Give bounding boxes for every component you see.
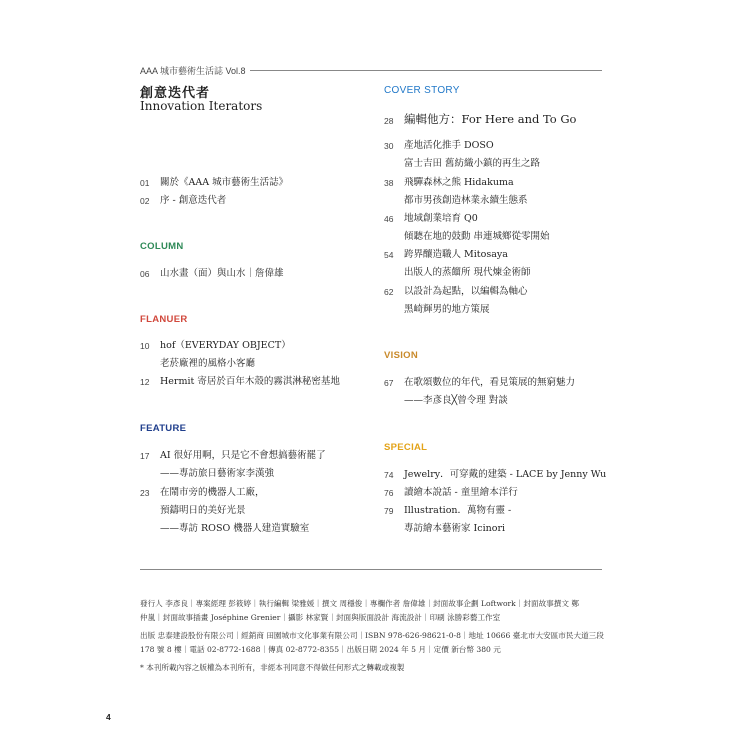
credits-line: 發行人 李彥良｜專案經理 彭筱婷｜執行編輯 梁雅媛｜撰文 周穩俊｜專欄作者 詹偉雄｜封面故事企劃 Loftwork｜封面故事撰文 鄭 <box>140 599 579 608</box>
toc-entry-title: 在歌頌數位的年代，看見策展的無窮魅力 <box>404 377 576 388</box>
toc-entry-subtitle: 專訪繪本藝術家 Icinori <box>404 523 506 534</box>
toc-page-number: 06 <box>140 269 150 279</box>
toc-entry-title: 飛驒森林之熊 Hidakuma <box>404 177 514 188</box>
toc-entry-title: 山水畫（面）與山水｜詹偉雄 <box>160 268 284 279</box>
toc-entry-subtitle: 出版人的蒸餾所 現代煉金術師 <box>404 267 531 278</box>
toc-entry-title: 在鬧市旁的機器人工廠， <box>160 487 265 498</box>
section-heading-vision: VISION <box>384 350 419 361</box>
toc-page-number: 62 <box>384 287 394 297</box>
toc-entry-title: AI 很好用啊，只是它不會想搞藝術罷了 <box>160 450 326 461</box>
toc-entry-title: hof（EVERYDAY OBJECT） <box>160 340 291 351</box>
toc-page-number: 17 <box>140 451 150 461</box>
toc-page-number: 10 <box>140 341 150 351</box>
issue-title-en: Innovation Iterators <box>140 99 263 113</box>
toc-page-number: 74 <box>384 470 394 480</box>
page-number: 4 <box>106 712 111 722</box>
section-heading-flaneur: FLANUER <box>140 314 188 325</box>
toc-page-number: 76 <box>384 488 394 498</box>
toc-entry-subtitle: ——專訪旅日藝術家李漢強 <box>160 468 275 479</box>
toc-entry-title: 讀繪本說話 - 童里繪本洋行 <box>404 487 518 498</box>
toc-page-number: 02 <box>140 196 150 206</box>
toc-entry-subtitle: 富士吉田 舊紡織小鎮的再生之路 <box>404 158 541 169</box>
toc-entry-title: 以設計為起點，以編輯為軸心 <box>404 286 528 297</box>
magazine-header <box>140 64 602 76</box>
toc-entry-title: 序 - 創意迭代者 <box>160 195 227 206</box>
toc-entry-title: 編輯他方：For Here and To Go <box>404 112 577 126</box>
toc-entry-subtitle: ——李彥良╳曾令理 對談 <box>404 395 508 406</box>
toc-page-number: 46 <box>384 214 394 224</box>
toc-page-number: 12 <box>140 377 150 387</box>
toc-entry-subtitle: 都市男孩創造林業永續生態系 <box>404 195 528 206</box>
section-heading-special: SPECIAL <box>384 442 428 453</box>
section-heading-column: COLUMN <box>140 241 184 252</box>
section-heading-cover-story: COVER STORY <box>384 85 460 96</box>
toc-page-number: 28 <box>384 116 394 126</box>
magazine-label: AAA 城市藝術生活誌 Vol.8 <box>140 64 250 77</box>
toc-page-number: 54 <box>384 250 394 260</box>
toc-entry-title: 跨界釀造職人 Mitosaya <box>404 249 508 260</box>
toc-entry-subtitle: 老菸廠裡的風格小客廳 <box>160 358 256 369</box>
credits-rule <box>140 569 602 570</box>
issue-title-zh: 創意迭代者 <box>140 86 211 101</box>
copyright-note: * 本刊所載內容之版權為本刊所有，非經本刊同意不得做任何形式之轉載或複製 <box>140 663 405 672</box>
toc-page-number: 79 <box>384 506 394 516</box>
toc-entry-subtitle: 黑崎輝男的地方策展 <box>404 304 490 315</box>
credits-line: 仲嵐｜封面故事插畫 Joséphine Grenier｜攝影 林家賢｜封面與版面設計 海流設計｜印刷 泳勝彩藝工作室 <box>140 613 501 622</box>
toc-page-number: 30 <box>384 141 394 151</box>
toc-page-number: 23 <box>140 488 150 498</box>
toc-entry-title: 地域創業培育 Q0 <box>404 213 478 224</box>
credits-line: 178 號 8 樓｜電話 02-8772-1688｜傳真 02-8772-8355｜出版日期 2024 年 5 月｜定價 新台幣 380 元 <box>140 645 501 654</box>
toc-entry-subtitle: ——專訪 ROSO 機器人建造實驗室 <box>160 523 310 534</box>
toc-page-number: 38 <box>384 178 394 188</box>
toc-entry-title: Jewelry．可穿戴的建築 - LACE by Jenny Wu <box>404 469 607 480</box>
toc-page-number: 67 <box>384 378 394 388</box>
toc-entry-title: 關於《AAA 城市藝術生活誌》 <box>160 177 289 188</box>
toc-entry-title: Illustration．萬物有靈 - <box>404 505 512 516</box>
toc-entry-title: Hermit 寄居於百年木殼的霧淇淋秘密基地 <box>160 376 340 387</box>
toc-entry-title: 產地活化推手 DOSO <box>404 140 494 151</box>
credits-line: 出版 忠泰建設股份有限公司｜經銷商 田園城市文化事業有限公司｜ISBN 978-626-98621-0-8｜地址 10666 臺北市大安區市民大道三段 <box>140 631 604 640</box>
section-heading-feature: FEATURE <box>140 423 187 434</box>
toc-entry-subtitle: 預鑄明日的美好光景 <box>160 505 246 516</box>
toc-entry-subtitle: 傾聽在地的鼓動 串連城鄉從零開始 <box>404 231 550 242</box>
toc-page-number: 01 <box>140 178 150 188</box>
